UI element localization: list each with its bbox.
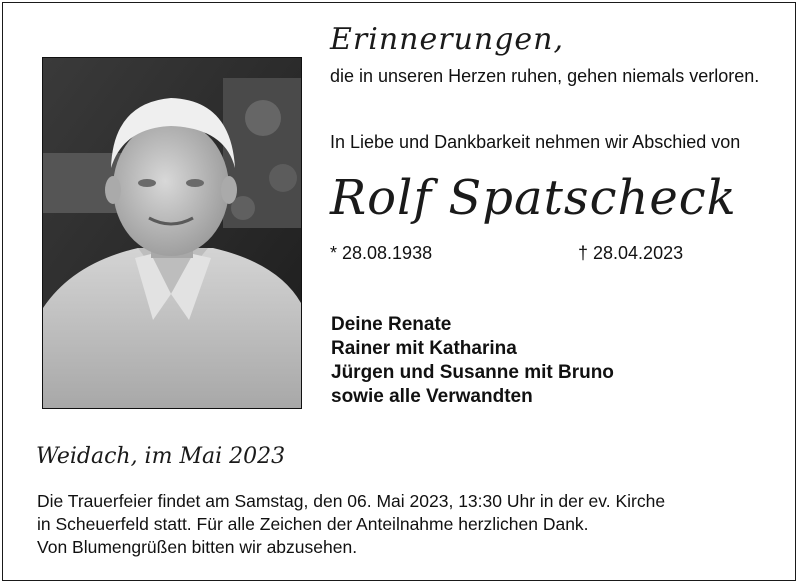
funeral-notice — [37, 490, 665, 559]
mourner-line: Deine Renate — [331, 314, 452, 335]
deceased-name: Rolf Spatscheck — [330, 170, 737, 226]
notice-line: in Scheuerfeld statt. Für alle Zeichen der Anteilnahme herzlichen Dank. — [37, 514, 589, 534]
intro-line: die in unseren Herzen ruhen, gehen niemals verloren. — [330, 66, 760, 86]
intro-script-heading: Erinnerungen, — [330, 22, 565, 57]
mourner-line: Rainer mit Katharina — [331, 338, 517, 359]
notice-line: Die Trauerfeier findet am Samstag, den 06. Mai 2023, 13:30 Uhr in der ev. Kirche — [37, 491, 666, 511]
farewell-line: In Liebe und Dankbarkeit nehmen wir Abschied von — [330, 132, 741, 152]
place-date: Weidach, im Mai 2023 — [36, 444, 286, 469]
portrait-image — [43, 58, 301, 408]
birth-date: * 28.08.1938 — [330, 243, 433, 263]
mourners-list — [331, 313, 614, 409]
death-date: † 28.04.2023 — [578, 243, 684, 263]
portrait-photo — [42, 57, 302, 409]
mourner-line: Jürgen und Susanne mit Bruno — [331, 362, 614, 383]
mourner-line: sowie alle Verwandten — [331, 386, 533, 407]
notice-line: Von Blumengrüßen bitten wir abzusehen. — [37, 537, 358, 557]
